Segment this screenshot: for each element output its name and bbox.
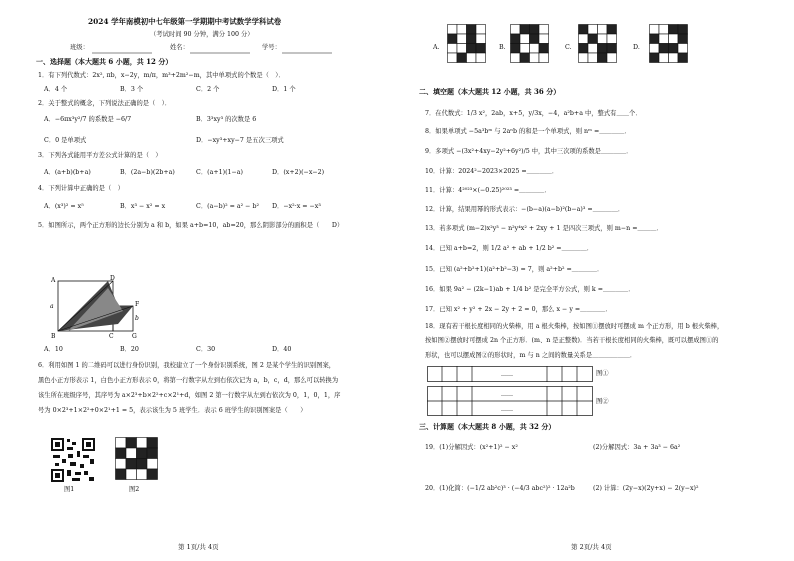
question-18-line-3: 形状，也可以摆成图②的形状时，m 与 n 之间的数量关系是＿＿＿＿＿＿． bbox=[425, 352, 637, 359]
grid-cell bbox=[579, 53, 589, 63]
grid-cell bbox=[659, 34, 669, 44]
number-blank[interactable] bbox=[282, 52, 332, 54]
question-11: 11．计算：4²⁰²³×(−0.25)²⁰²³ =＿＿＿＿． bbox=[425, 187, 551, 194]
question-9: 9．多项式 −(3x²+4xy−2y²+6y²)/5 中，其中三次项的系数是＿＿＿＿． bbox=[425, 148, 633, 155]
q6-option-d-label[interactable]: D. bbox=[633, 44, 640, 51]
grid-cell bbox=[650, 34, 660, 44]
grid-cell bbox=[137, 438, 148, 449]
grid-cell bbox=[588, 53, 598, 63]
figure-2-dots-bottom: …… bbox=[501, 406, 513, 413]
grid-cell bbox=[137, 448, 148, 459]
fig-label-c: C bbox=[109, 333, 114, 340]
grid-cell bbox=[598, 25, 608, 35]
grid-cell bbox=[539, 34, 549, 44]
grid-cell bbox=[607, 44, 617, 54]
section3-heading: 三、计算题（本大题共 8 小题，共 32 分） bbox=[419, 422, 556, 431]
grid-cell bbox=[448, 44, 458, 54]
question-7: 7．在代数式：1/3 x²，2ab，x+5，y/3x，−4，a²b+a 中，整式有＿＿个． bbox=[425, 110, 642, 117]
grid-cell bbox=[530, 34, 540, 44]
q1-option-a[interactable]: A．4 个 bbox=[44, 86, 68, 93]
exam-title: 2024 学年南模初中七年级第一学期期中考试数学学科试卷 bbox=[88, 17, 282, 26]
q4-option-d[interactable]: D．−x²·x = −x³ bbox=[272, 203, 321, 210]
q3-option-c[interactable]: C．(a+1)(1−a) bbox=[196, 169, 244, 176]
grid-cell bbox=[650, 25, 660, 35]
grid-cell bbox=[457, 53, 467, 63]
q6-option-d-grid[interactable] bbox=[649, 24, 689, 64]
section2-heading: 二、填空题（本大题共 12 小题，共 36 分） bbox=[419, 87, 561, 96]
question-12: 12．计算，结果用幂的形式表示：−(b−a)(a−b)²(b−a)³ =＿＿＿＿． bbox=[425, 206, 625, 213]
question-16: 16．如果 9a² − (2k−1)ab + 1/4 b² 是完全平方公式，则 k =＿＿＿＿． bbox=[425, 286, 635, 293]
question-6-line-1: 6．利用如图 1 的二维码可以进行身份识别，我校建立了一个身份识别系统，图 2 是某个学生的识别图案， bbox=[38, 362, 336, 369]
grid-cell bbox=[579, 25, 589, 35]
grid-cell bbox=[511, 34, 521, 44]
grid-cell bbox=[678, 25, 688, 35]
grid-cell bbox=[116, 438, 127, 449]
grid-cell bbox=[457, 25, 467, 35]
grid-cell bbox=[116, 469, 127, 480]
grid-cell bbox=[448, 34, 458, 44]
class-label: 班级： bbox=[70, 44, 89, 51]
grid-cell bbox=[476, 25, 486, 35]
grid-cell bbox=[607, 25, 617, 35]
grid-cell bbox=[659, 25, 669, 35]
q4-option-b[interactable]: B．x³ − x² = x bbox=[120, 203, 166, 210]
grid-cell bbox=[126, 438, 137, 449]
question-1: 1．有下列代数式：2x², πb，x−2y，m/π，m³+2m²−m，其中单项式的个数是（ ）． bbox=[38, 72, 285, 79]
q3-option-d[interactable]: D．(x+2)(−x−2) bbox=[272, 169, 325, 176]
grid-cell bbox=[669, 34, 679, 44]
grid-cell bbox=[126, 448, 137, 459]
q5-squares-figure bbox=[48, 275, 158, 340]
grid-cell bbox=[467, 25, 477, 35]
grid-cell bbox=[511, 44, 521, 54]
question-6-line-3: 该生所在班级序号，其序号为 a×2³+b×2²+c×2¹+d，如图 2 第一行数字从左到右依次为 0，1，0，1，序 bbox=[38, 392, 341, 399]
page-1-footer: 第 1页/共 4页 bbox=[178, 543, 219, 551]
grid-cell bbox=[511, 25, 521, 35]
fig-label-b: B bbox=[51, 333, 56, 340]
figure-2-grid bbox=[115, 437, 159, 481]
grid-cell bbox=[448, 25, 458, 35]
question-14: 14．已知 a+b=2，则 1/2 a² + ab + 1/2 b² =＿＿＿＿． bbox=[425, 245, 594, 252]
exam-page-2 bbox=[397, 0, 794, 561]
fig-label-d: D bbox=[110, 275, 115, 282]
grid-cell bbox=[147, 459, 158, 470]
grid-cell bbox=[520, 25, 530, 35]
grid-cell bbox=[457, 44, 467, 54]
grid-cell bbox=[678, 44, 688, 54]
grid-cell bbox=[448, 53, 458, 63]
grid-cell bbox=[467, 53, 477, 63]
grid-cell bbox=[476, 53, 486, 63]
grid-cell bbox=[457, 34, 467, 44]
grid-cell bbox=[530, 53, 540, 63]
grid-cell bbox=[520, 53, 530, 63]
grid-cell bbox=[579, 34, 589, 44]
question-8: 8．如果单项式 −5a³bᵐ 与 2aⁿb 的和是一个单项式，则 nᵐ =＿＿＿＿． bbox=[425, 128, 631, 135]
matchstick-figure-2 bbox=[427, 386, 593, 416]
question-2: 2．关于整式的概念，下列说法正确的是（ ）． bbox=[38, 100, 172, 107]
grid-cell bbox=[539, 53, 549, 63]
grid-cell bbox=[147, 438, 158, 449]
q6-option-b-label[interactable]: B. bbox=[499, 44, 506, 51]
grid-cell bbox=[598, 53, 608, 63]
grid-cell bbox=[669, 44, 679, 54]
name-label: 姓名： bbox=[170, 44, 189, 51]
grid-cell bbox=[579, 44, 589, 54]
grid-cell bbox=[126, 469, 137, 480]
grid-cell bbox=[659, 44, 669, 54]
grid-cell bbox=[607, 53, 617, 63]
grid-cell bbox=[530, 44, 540, 54]
question-3: 3．下列各式能用平方差公式计算的是（ ） bbox=[38, 152, 162, 159]
grid-cell bbox=[678, 34, 688, 44]
question-19-part-1: 19．(1)分解因式：(x²+1)² − x² bbox=[425, 444, 518, 451]
exam-subtitle: （考试时间 90 分钟，满分 100 分） bbox=[150, 31, 254, 38]
grid-cell bbox=[588, 44, 598, 54]
q2-option-c[interactable]: C．0 是单项式 bbox=[44, 137, 87, 144]
q6-option-b-grid[interactable] bbox=[510, 24, 550, 64]
grid-cell bbox=[588, 34, 598, 44]
figure-1-label: 图1 bbox=[64, 486, 75, 493]
page-2-footer: 第 2页/共 4页 bbox=[571, 543, 612, 551]
grid-cell bbox=[539, 44, 549, 54]
question-18-line-1: 18．现有若干根长度相同的火柴棒，用 a 根火柴棒，按如图①摆放时可摆成 m 个正方形，用 b 根火柴棒， bbox=[425, 323, 724, 330]
grid-cell bbox=[137, 469, 148, 480]
figure-2-dots-top: …… bbox=[501, 391, 513, 398]
question-6-line-4: 号为 0×2³+1×2²+0×2¹+1 = 5，表示该生为 5 班学生．表示 6 班学生的识别图案是（ ） bbox=[38, 407, 307, 414]
question-17: 17．已知 x² + y² + 2x − 2y + 2 = 0，那么 x − y =＿＿＿＿． bbox=[425, 306, 612, 313]
question-6-line-2: 黑色小正方形表示 1，白色小正方形表示 0，将第一行数字从左到右依次记为 a，b，c，d，那么可以转换为 bbox=[38, 377, 339, 384]
grid-cell bbox=[126, 459, 137, 470]
question-4: 4．下列计算中正确的是（ ） bbox=[38, 185, 124, 192]
q5-option-a[interactable]: A．10 bbox=[44, 346, 63, 353]
figure-2-label: 图2 bbox=[129, 486, 140, 493]
grid-cell bbox=[137, 459, 148, 470]
grid-cell bbox=[147, 469, 158, 480]
question-20-part-1: 20．(1)化简：(−1/2 ab²c)³ · (−4/3 abc²)² · 12a²b bbox=[425, 485, 575, 492]
grid-cell bbox=[116, 459, 127, 470]
q5-option-b[interactable]: B．20 bbox=[120, 346, 139, 353]
q6-option-c-grid[interactable] bbox=[578, 24, 618, 64]
q4-option-c[interactable]: C．(a−b)² = a² − b² bbox=[196, 203, 260, 210]
q2-option-b[interactable]: B．3³xy³ 的次数是 6 bbox=[196, 116, 257, 123]
match-fig-2-label: 图② bbox=[596, 398, 609, 405]
question-19-part-2: (2)分解因式：3a + 3a³ − 6a² bbox=[593, 444, 681, 451]
q4-option-a[interactable]: A．(x³)² = x⁵ bbox=[44, 203, 84, 210]
fig-label-side-a: a bbox=[50, 303, 54, 310]
grid-cell bbox=[476, 44, 486, 54]
grid-cell bbox=[669, 53, 679, 63]
grid-cell bbox=[116, 448, 127, 459]
class-blank[interactable] bbox=[92, 52, 152, 54]
grid-cell bbox=[467, 44, 477, 54]
q3-option-a[interactable]: A．(a+b)(b+a) bbox=[44, 169, 91, 176]
q2-option-a[interactable]: A．−6πx³y²/7 的系数是 −6/7 bbox=[44, 116, 132, 123]
grid-cell bbox=[678, 53, 688, 63]
q5-option-c[interactable]: C．30 bbox=[196, 346, 216, 353]
question-10: 10．计算：2024²−2023×2025 =＿＿＿＿． bbox=[425, 168, 559, 175]
grid-cell bbox=[607, 34, 617, 44]
grid-cell bbox=[147, 448, 158, 459]
question-20-part-2: (2) 计算：(2y−x)(2y+x) − 2(y−x)² bbox=[593, 485, 699, 492]
matchstick-figure-1 bbox=[427, 366, 593, 382]
q6-option-c-label[interactable]: C. bbox=[565, 44, 572, 51]
grid-cell bbox=[650, 53, 660, 63]
fig-label-side-b: b bbox=[135, 315, 139, 322]
question-13: 13．若多项式 (m−2)x²y³ − n²y⁴x² + 2xy + 1 是四次三项式，则 m−n =＿＿＿． bbox=[425, 225, 663, 232]
fig-label-a: A bbox=[51, 277, 56, 284]
question-15: 15．已知 (a²+b²+1)(a²+b²−3) = 7，则 a²+b² =＿＿＿＿． bbox=[425, 266, 604, 273]
q2-option-d[interactable]: D．−xy³+xy−7 是五次三项式 bbox=[196, 137, 284, 144]
grid-cell bbox=[669, 25, 679, 35]
grid-cell bbox=[598, 34, 608, 44]
number-label: 学号： bbox=[262, 44, 281, 51]
q6-option-a-label[interactable]: A. bbox=[433, 44, 440, 51]
q1-option-b[interactable]: B．3 个 bbox=[120, 86, 144, 93]
qr-code-figure bbox=[50, 437, 96, 483]
grid-cell bbox=[650, 44, 660, 54]
grid-cell bbox=[520, 34, 530, 44]
q5-option-d[interactable]: D．40 bbox=[272, 346, 292, 353]
fig-label-g: G bbox=[132, 333, 137, 340]
q1-option-d[interactable]: D．1 个 bbox=[272, 86, 296, 93]
grid-cell bbox=[588, 25, 598, 35]
grid-cell bbox=[467, 34, 477, 44]
grid-cell bbox=[539, 25, 549, 35]
question-18-line-2: 按如图②摆放时可摆成 2n 个正方形．(m、n 是正整数)．当若干根长度相同的火柴棒，既可以摆成图①的 bbox=[425, 337, 719, 344]
grid-cell bbox=[530, 25, 540, 35]
q3-option-b[interactable]: B．(2a−b)(2b+a) bbox=[120, 169, 175, 176]
section1-heading: 一、选择题（本大题共 6 小题，共 12 分） bbox=[36, 57, 173, 66]
grid-cell bbox=[659, 53, 669, 63]
q1-option-c[interactable]: C．2 个 bbox=[196, 86, 220, 93]
match-fig-1-label: 图① bbox=[596, 370, 609, 377]
figure-1-dots: …… bbox=[501, 371, 513, 378]
q6-option-a-grid[interactable] bbox=[447, 24, 487, 64]
question-5: 5．如图所示，两个正方形的边长分别为 a 和 b，如果 a+b=10，ab=20，那么阴影部分的面积是（ D） bbox=[38, 222, 344, 229]
grid-cell bbox=[598, 44, 608, 54]
grid-cell bbox=[476, 34, 486, 44]
grid-cell bbox=[520, 44, 530, 54]
fig-label-f: F bbox=[135, 301, 140, 308]
grid-cell bbox=[511, 53, 521, 63]
name-blank[interactable] bbox=[190, 52, 250, 54]
